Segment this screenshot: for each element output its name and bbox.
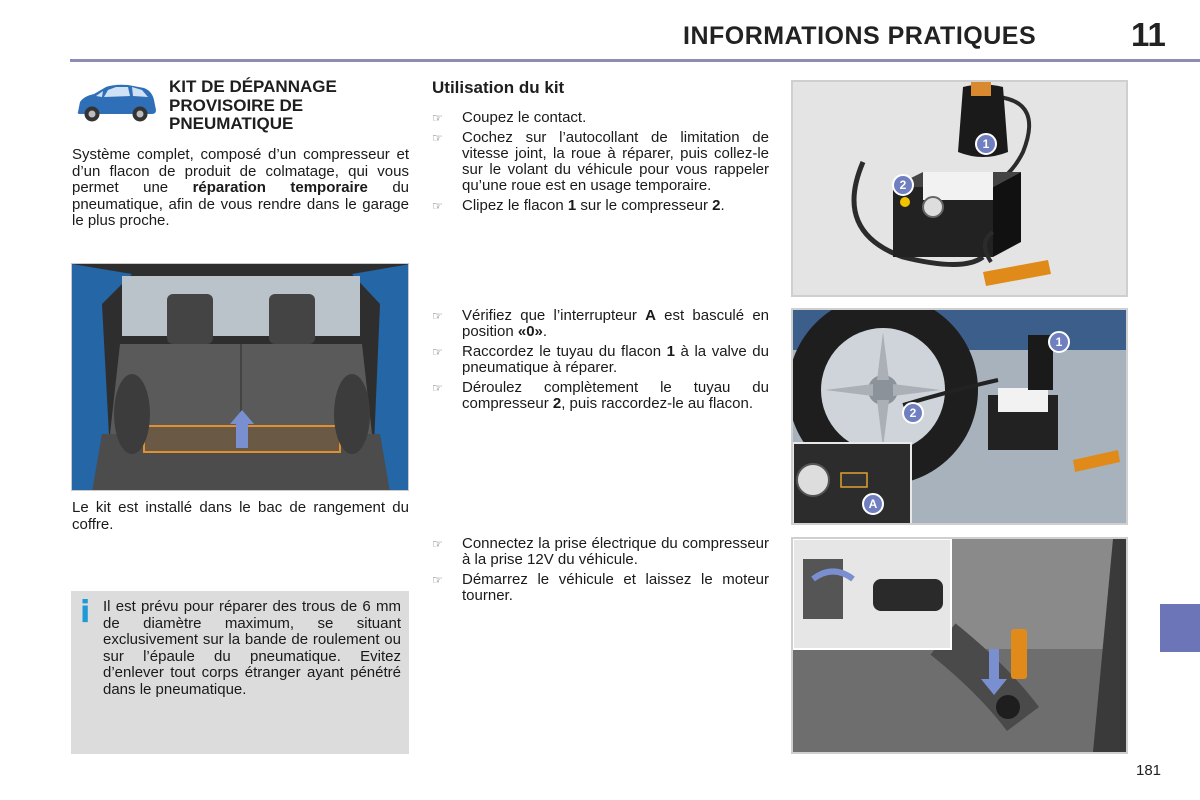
- pointing-hand-icon: ☞: [432, 345, 443, 359]
- list-item: ☞ Connectez la prise électrique du compresseur à la prise 12V du véhicule.: [432, 535, 769, 568]
- pointing-hand-icon: ☞: [432, 309, 443, 323]
- steps-list-2: [432, 308, 769, 416]
- compressor-kit-photo: [791, 80, 1128, 297]
- steps-list-1: [432, 110, 769, 218]
- pointing-hand-icon: ☞: [432, 131, 443, 145]
- list-item: ☞ Déroulez complètement le tuyau du compresseur 2, puis raccordez-le au flacon.: [432, 379, 769, 412]
- chapter-tab: [1160, 604, 1200, 652]
- callout-1: 1: [1048, 331, 1070, 353]
- header-rule: [70, 59, 1200, 62]
- pointing-hand-icon: ☞: [432, 111, 443, 125]
- list-item: ☞ Vérifiez que l’interrupteur A est basculé en position «0».: [432, 307, 769, 340]
- callout-2: 2: [892, 174, 914, 196]
- intro-paragraph: Système complet, composé d’un compresseur et d’un flacon de produit de colmatage, qui vous permet une réparation temporaire du pneumatique, afin de vous rendre dans le garage le plus proche.: [72, 146, 410, 229]
- list-item: ☞ Cochez sur l’autocollant de limitation de vitesse joint, la roue à réparer, puis collez-le sur le volant du véhicule pour vous rappeler qu’une roue est en usage temporaire.: [432, 129, 769, 194]
- info-box: [71, 591, 409, 754]
- pointing-hand-icon: ☞: [432, 381, 443, 395]
- tire-connection-photo: [791, 308, 1128, 525]
- callout-1: 1: [975, 133, 997, 155]
- page-title: INFORMATIONS PRATIQUES: [683, 22, 1037, 50]
- page-number: 181: [1136, 762, 1162, 779]
- pointing-hand-icon: ☞: [432, 573, 443, 587]
- pointing-hand-icon: ☞: [432, 199, 443, 213]
- pointing-hand-icon: ☞: [432, 537, 443, 551]
- chapter-number: 11: [1131, 16, 1166, 53]
- callout-2: 2: [902, 402, 924, 424]
- ignition-socket-photo: [791, 537, 1128, 754]
- trunk-caption: Le kit est installé dans le bac de rangement du coffre.: [72, 499, 409, 533]
- list-item: ☞ Démarrez le véhicule et laissez le moteur tourner.: [432, 571, 769, 604]
- steps-list-3: [432, 536, 769, 608]
- info-text: Il est prévu pour réparer des trous de 6 mm de diamètre maximum, se situant exclusivement sur la bande de roulement ou sur l’épaule du pneumatique. Evitez d’enlever tout corps étranger ayant pénétré dans le pneumatique.: [103, 598, 401, 698]
- info-icon: i: [80, 595, 91, 630]
- section-title: KIT DE DÉPANNAGE PROVISOIRE DE PNEUMATIQUE: [169, 77, 337, 133]
- list-item: ☞ Raccordez le tuyau du flacon 1 à la valve du pneumatique à réparer.: [432, 343, 769, 376]
- list-item: ☞ Coupez le contact.: [432, 109, 587, 126]
- trunk-photo: [71, 263, 409, 491]
- usage-title: Utilisation du kit: [432, 78, 565, 97]
- car-icon: [72, 82, 160, 124]
- callout-switch-a: A: [862, 493, 884, 515]
- list-item: ☞ Clipez le flacon 1 sur le compresseur 2.: [432, 197, 725, 214]
